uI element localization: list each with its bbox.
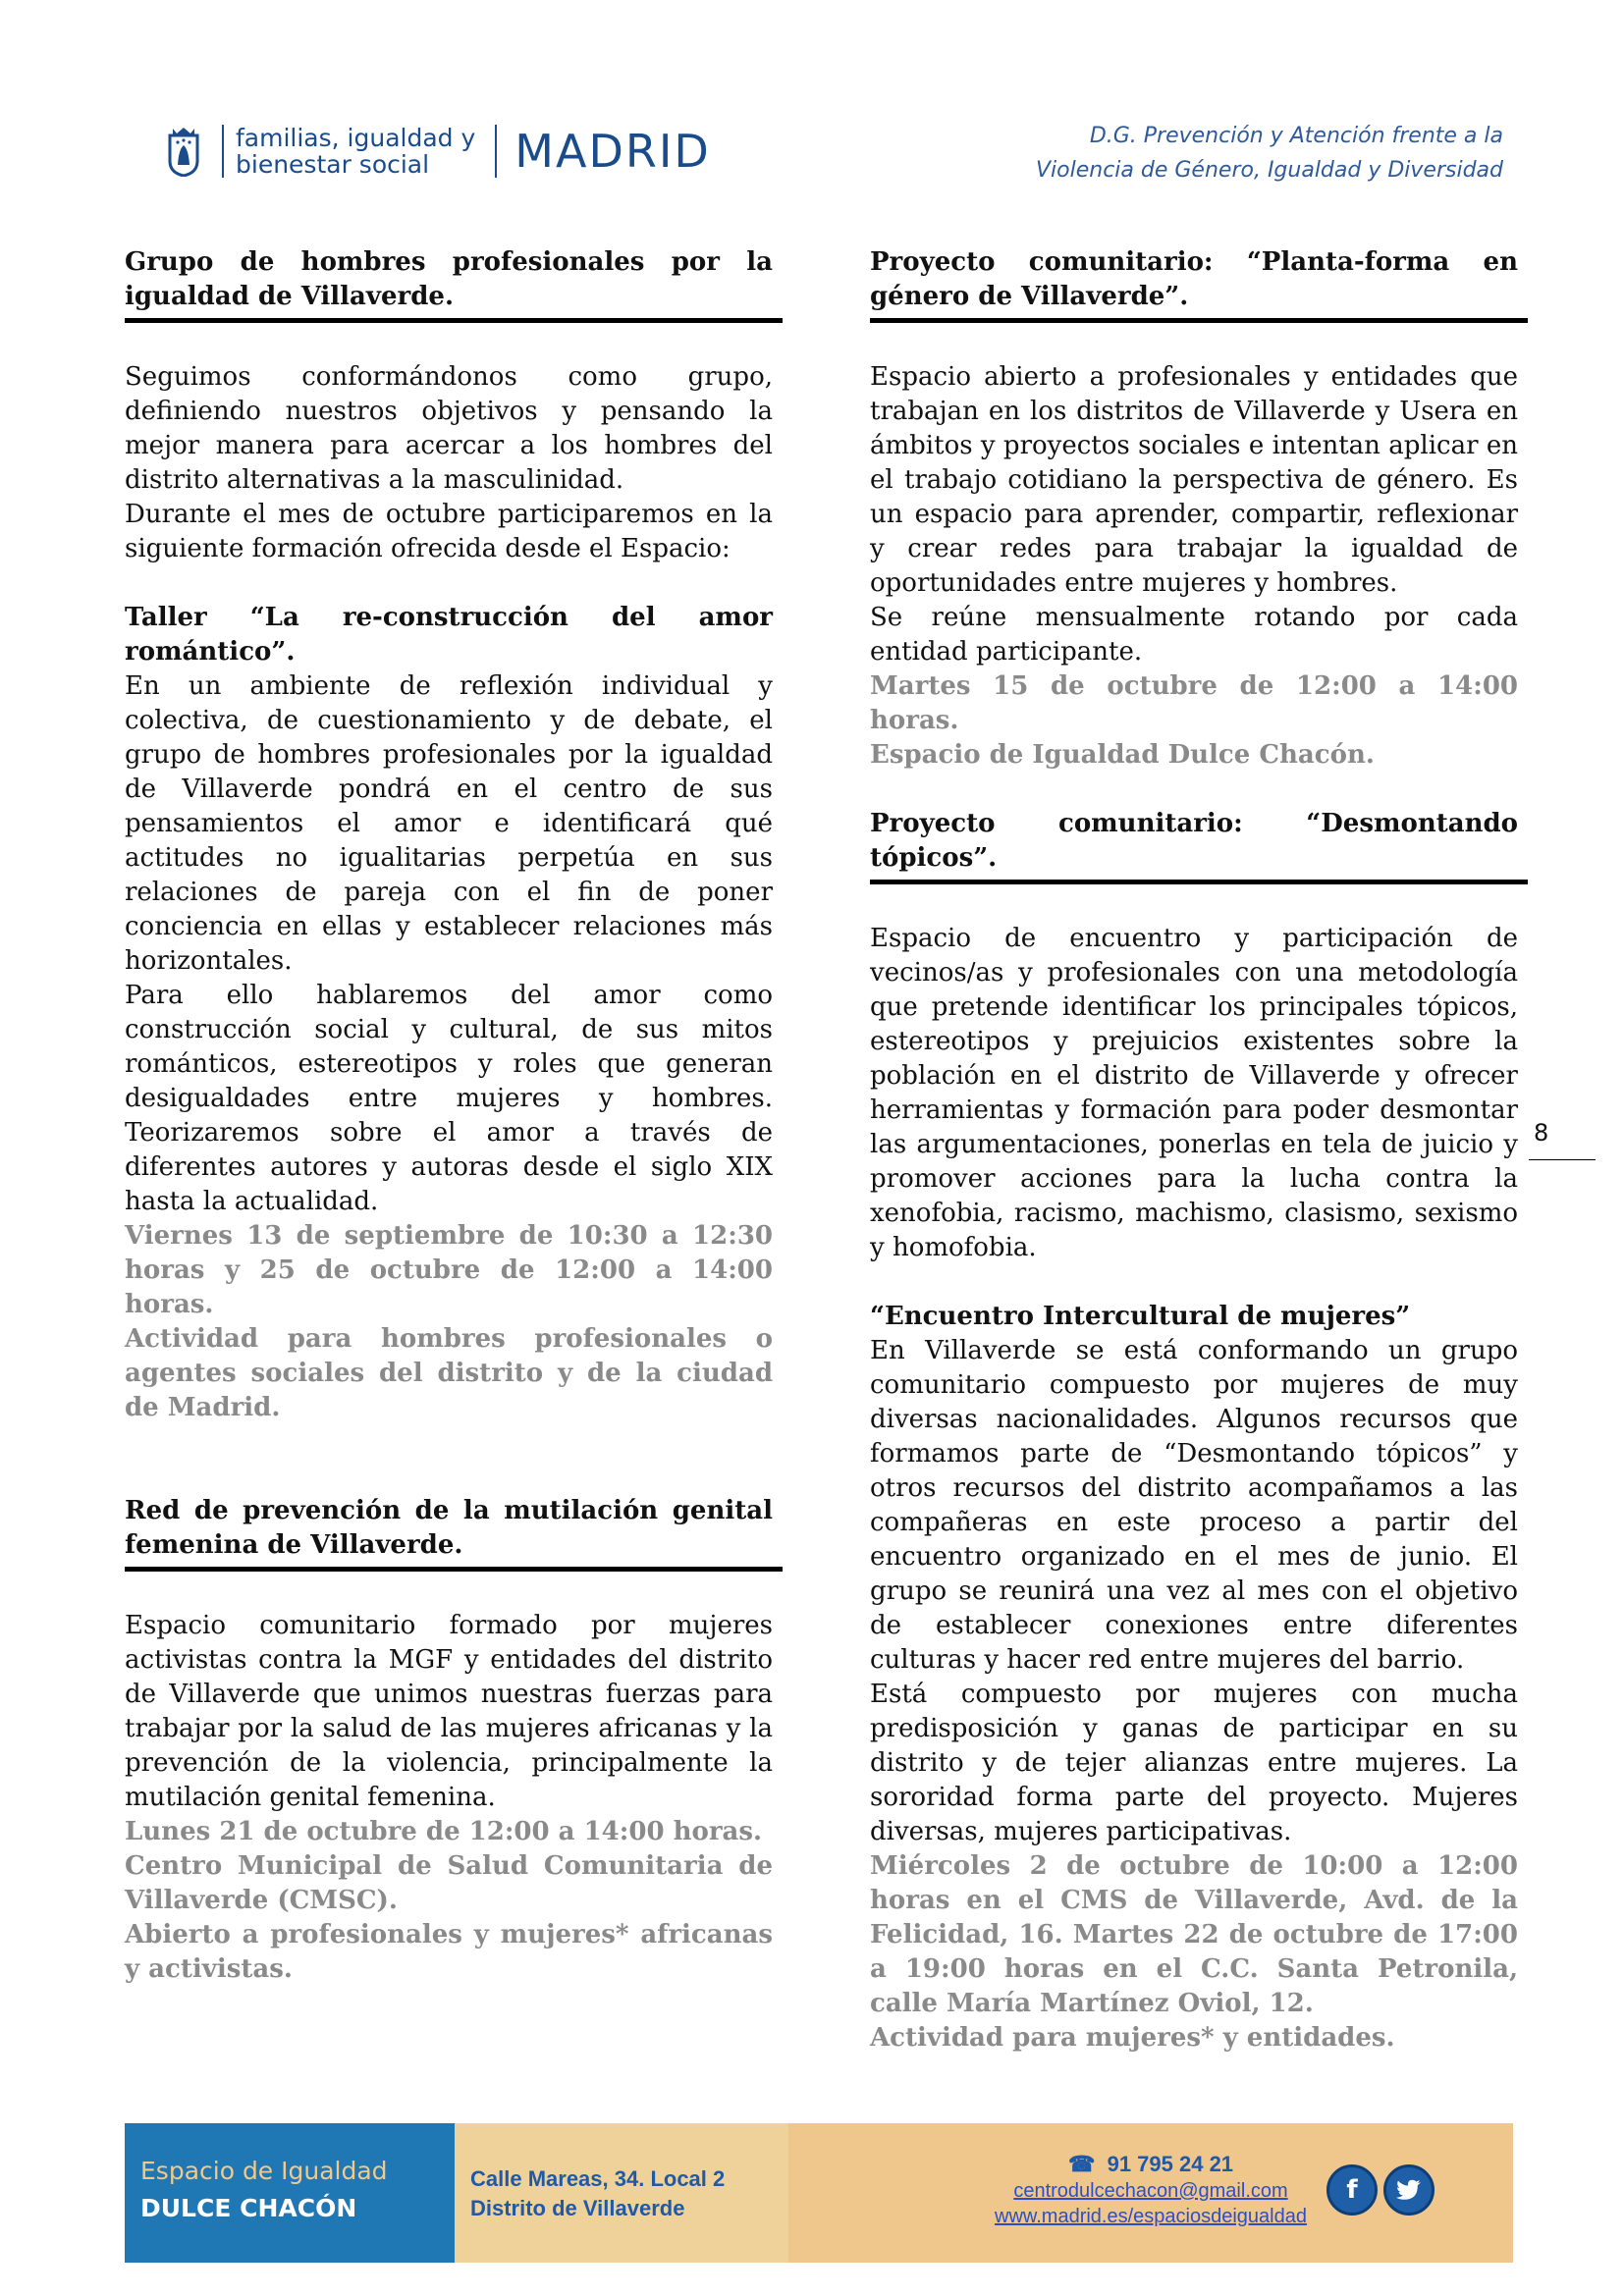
paragraph: Se reúne mensualmente rotando por cada entidad participante. bbox=[870, 603, 1518, 667]
event-audience: Abierto a profesionales y mujeres* africanas y activistas. bbox=[125, 1920, 773, 1984]
subsection-title-encuentro: “Encuentro Intercultural de mujeres” bbox=[870, 1302, 1411, 1331]
page-number-rule bbox=[1529, 1159, 1596, 1160]
paragraph: En Villaverde se está conformando un grupo comunitario compuesto por mujeres de muy diversas nacionalidades. Algunos recursos que formamos parte de “Desmontando tópicos” y otros recursos del distrito acompañamos a las compañeras en este proceso a partir del encuentro organizado en el mes de junio. El grupo se reunirá una vez al mes con el objetivo de establecer conexiones entre diferentes culturas y hacer red entre mujeres del barrio. bbox=[870, 1336, 1518, 1675]
header-department bbox=[1036, 119, 1503, 187]
event-date: Martes 15 de octubre de 12:00 a 14:00 horas. bbox=[870, 671, 1518, 735]
paragraph: Espacio comunitario formado por mujeres activistas contra la MGF y entidades del distrito de Villaverde que unimos nuestras fuerzas para trabajar por la salud de las mujeres africanas y la prevención de la violencia, principalmente la mutilación genital femenina. bbox=[125, 1611, 773, 1812]
madrid-logo bbox=[167, 126, 711, 177]
event-audience: Actividad para hombres profesionales o agentes sociales del distrito y de la ciudad de Madrid. bbox=[125, 1324, 773, 1422]
right-column bbox=[870, 245, 1518, 2056]
section-rule bbox=[870, 880, 1528, 884]
section-title-mgf: Red de prevención de la mutilación genital femenina de Villaverde. bbox=[125, 1496, 773, 1560]
footer bbox=[125, 2123, 1513, 2263]
paragraph: Seguimos conformándonos como grupo, definiendo nuestros objetivos y pensando la mejor manera para acercar a los hombres del distrito alternativas a la masculinidad. bbox=[125, 362, 773, 495]
twitter-bird-icon bbox=[1396, 2179, 1422, 2201]
event-date: Miércoles 2 de octubre de 10:00 a 12:00 horas en el CMS de Villaverde, Avd. de la Felicidad, 16. Martes 22 de octubre de 17:00 a 19:00 horas en el C.C. Santa Petronila, calle María Martínez Oviol, 12. bbox=[870, 1851, 1518, 2018]
section-rule bbox=[870, 318, 1528, 323]
page-number: 8 bbox=[1534, 1119, 1549, 1147]
section-rule bbox=[125, 1567, 783, 1572]
footer-email-link[interactable]: centrodulcechacon@gmail.com bbox=[1013, 2180, 1288, 2202]
social-links bbox=[1326, 2164, 1435, 2216]
footer-address bbox=[455, 2123, 788, 2263]
footer-espacio-line-2: DULCE CHACÓN bbox=[140, 2194, 357, 2222]
phone-icon: ☎ bbox=[1067, 2152, 1096, 2176]
header-dg-line-2: Violencia de Género, Igualdad y Diversidad bbox=[1036, 158, 1503, 183]
footer-espacio bbox=[125, 2123, 455, 2263]
twitter-icon[interactable] bbox=[1383, 2164, 1435, 2216]
paragraph: Espacio abierto a profesionales y entidades que trabajan en los distritos de Villaverde y Usera en ámbitos y proyectos sociales e intentan aplicar en el trabajo cotidiano la perspectiva de género. Es un espacio para aprender, compartir, reflexionar y crear redes para trabajar la igualdad de oportunidades entre mujeres y hombres. bbox=[870, 362, 1518, 598]
header-dg-line-1: D.G. Prevención y Atención frente a la bbox=[1089, 124, 1503, 148]
logo-madrid: MADRID bbox=[514, 125, 711, 178]
paragraph: Está compuesto por mujeres con mucha predisposición y ganas de participar en su distrito y de tejer alianzas entre mujeres. La sororidad forma parte del proyecto. Mujeres diversas, mujeres participativas. bbox=[870, 1680, 1518, 1846]
facebook-icon[interactable]: f bbox=[1326, 2164, 1378, 2216]
footer-phone-number[interactable]: 91 795 24 21 bbox=[1107, 2152, 1234, 2176]
footer-web-link[interactable]: www.madrid.es/espaciosdeigualdad bbox=[995, 2206, 1307, 2227]
footer-address-line-2: Distrito de Villaverde bbox=[470, 2196, 685, 2220]
event-location: Centro Municipal de Salud Comunitaria de Villaverde (CMSC). bbox=[125, 1851, 773, 1915]
paragraph: Durante el mes de octubre participaremos en la siguiente formación ofrecida desde el Espacio: bbox=[125, 500, 773, 563]
section-rule bbox=[125, 318, 783, 323]
footer-address-line-1: Calle Mareas, 34. Local 2 bbox=[470, 2166, 726, 2191]
paragraph: Espacio de encuentro y participación de vecinos/as y profesionales con una metodología que pretende identificar los principales tópicos, estereotipos y prejuicios existentes sobre la población en el distrito de Villaverde y ofrecer herramientas y formación para poder desmontar las argumentaciones, ponerlas en tela de juicio y promover acciones para la lucha contra la xenofobia, racismo, machismo, clasismo, sexismo y homofobia. bbox=[870, 924, 1518, 1262]
left-column bbox=[125, 245, 773, 1987]
event-audience: Actividad para mujeres* y entidades. bbox=[870, 2023, 1395, 2053]
paragraph: En un ambiente de reflexión individual y colectiva, de cuestionamiento y de debate, el grupo de hombres profesionales por la igualdad de Villaverde pondrá en el centro de sus pensamientos el amor e identificará qué actitudes no igualitarias perpetúa en sus relaciones de pareja con el fin de poner conciencia en ellas y establecer relaciones más horizontales. bbox=[125, 671, 773, 976]
logo-line-2: bienestar social bbox=[236, 150, 430, 179]
section-title-planta-forma: Proyecto comunitario: “Planta-forma en género de Villaverde”. bbox=[870, 247, 1518, 311]
subsection-title-taller: Taller “La re-construcción del amor romántico”. bbox=[125, 603, 773, 667]
section-title-desmontando: Proyecto comunitario: “Desmontando tópicos”. bbox=[870, 809, 1518, 873]
logo-line-1: familias, igualdad y bbox=[236, 124, 476, 152]
paragraph: Para ello hablaremos del amor como construcción social y cultural, de sus mitos románticos, estereotipos y roles que generan desigualdades entre mujeres y hombres. Teorizaremos sobre el amor a través de diferentes autores y autoras desde el siglo XIX hasta la actualidad. bbox=[125, 981, 773, 1216]
footer-contact bbox=[788, 2123, 1513, 2263]
logo-text bbox=[222, 125, 475, 178]
event-date: Lunes 21 de octubre de 12:00 a 14:00 horas. bbox=[125, 1817, 763, 1846]
footer-espacio-line-1: Espacio de Igualdad bbox=[140, 2157, 388, 2185]
logo-divider bbox=[495, 125, 497, 178]
event-location: Espacio de Igualdad Dulce Chacón. bbox=[870, 740, 1375, 770]
event-date: Viernes 13 de septiembre de 10:30 a 12:30 horas y 25 de octubre de 12:00 a 14:00 horas. bbox=[125, 1221, 773, 1319]
section-title-hombres: Grupo de hombres profesionales por la igualdad de Villaverde. bbox=[125, 247, 773, 311]
madrid-crest-icon bbox=[167, 126, 200, 177]
